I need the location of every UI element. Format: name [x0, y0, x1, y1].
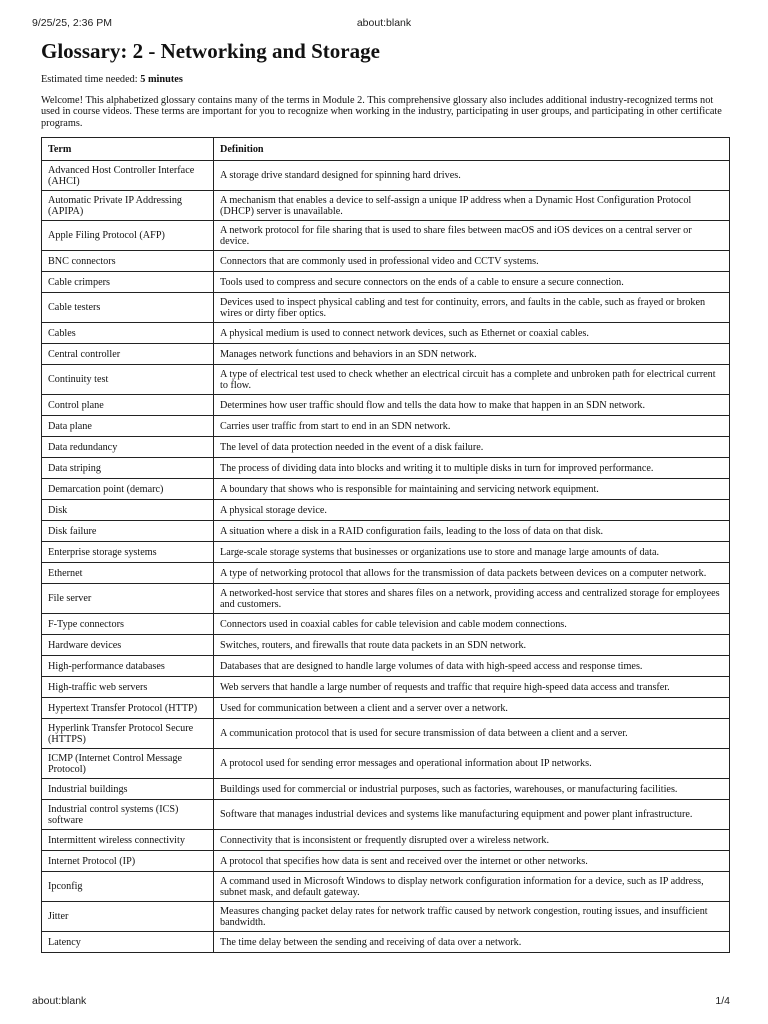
intro-paragraph: Welcome! This alphabetized glossary contains many of the terms in Module 2. This comprehensive glossary also includes additional industry-recognized terms not used in course videos. These terms are important for you to recognize when working in the industry, participating in user groups, and participating in other certificate programs. — [41, 95, 722, 129]
table-row — [42, 458, 730, 479]
page-title: Glossary: 2 - Networking and Storage — [41, 39, 380, 63]
definition-cell: A mechanism that enables a device to self-assign a unique IP address when a Dynamic Host Configuration Protocol (DHCP) server is unavailable. — [214, 191, 730, 221]
definition-cell: Databases that are designed to handle large volumes of data with high-speed access and response times. — [214, 656, 730, 677]
definition-cell: A protocol used for sending error messages and operational information about IP networks. — [214, 749, 730, 779]
table-row — [42, 635, 730, 656]
table-row — [42, 563, 730, 584]
table-row — [42, 542, 730, 563]
term-cell: Hardware devices — [42, 635, 214, 656]
table-row — [42, 323, 730, 344]
table-row — [42, 830, 730, 851]
glossary-table — [41, 137, 730, 953]
term-cell: High-performance databases — [42, 656, 214, 677]
table-row — [42, 902, 730, 932]
term-cell: Enterprise storage systems — [42, 542, 214, 563]
term-cell: Advanced Host Controller Interface (AHCI) — [42, 161, 214, 191]
print-footer-url: about:blank — [32, 995, 87, 1007]
definition-cell: Connectors used in coaxial cables for cable television and cable modem connections. — [214, 614, 730, 635]
definition-cell: Large-scale storage systems that businesses or organizations use to store and manage large amounts of data. — [214, 542, 730, 563]
table-row — [42, 191, 730, 221]
definition-cell: A communication protocol that is used for secure transmission of data between a client and a server. — [214, 719, 730, 749]
table-row — [42, 344, 730, 365]
table-header-row — [42, 138, 730, 161]
term-cell: Industrial buildings — [42, 779, 214, 800]
table-row — [42, 500, 730, 521]
print-footer — [32, 995, 736, 1009]
table-row — [42, 221, 730, 251]
term-cell: File server — [42, 584, 214, 614]
definition-cell: A protocol that specifies how data is sent and received over the internet or other networks. — [214, 851, 730, 872]
table-row — [42, 479, 730, 500]
term-cell: F-Type connectors — [42, 614, 214, 635]
term-cell: Intermittent wireless connectivity — [42, 830, 214, 851]
table-row — [42, 395, 730, 416]
term-cell: Industrial control systems (ICS) software — [42, 800, 214, 830]
table-row — [42, 161, 730, 191]
table-row — [42, 677, 730, 698]
table-row — [42, 365, 730, 395]
definition-cell: A storage drive standard designed for spinning hard drives. — [214, 161, 730, 191]
table-row — [42, 584, 730, 614]
table-row — [42, 416, 730, 437]
term-cell: Jitter — [42, 902, 214, 932]
term-cell: Data plane — [42, 416, 214, 437]
term-cell: Disk failure — [42, 521, 214, 542]
estimated-time-value: 5 minutes — [140, 74, 183, 85]
table-row — [42, 272, 730, 293]
definition-cell: Carries user traffic from start to end in an SDN network. — [214, 416, 730, 437]
term-cell: Cable testers — [42, 293, 214, 323]
table-row — [42, 251, 730, 272]
definition-cell: Switches, routers, and firewalls that route data packets in an SDN network. — [214, 635, 730, 656]
table-row — [42, 698, 730, 719]
definition-cell: A network protocol for file sharing that is used to share files between macOS and iOS devices on a central server or device. — [214, 221, 730, 251]
definition-cell: Determines how user traffic should flow and tells the data how to make that happen in an SDN network. — [214, 395, 730, 416]
term-cell: Data striping — [42, 458, 214, 479]
definition-cell: A type of networking protocol that allows for the transmission of data packets between devices on a computer network. — [214, 563, 730, 584]
term-cell: Automatic Private IP Addressing (APIPA) — [42, 191, 214, 221]
table-row — [42, 779, 730, 800]
print-header — [32, 17, 736, 31]
document-content — [41, 38, 729, 129]
definition-cell: A command used in Microsoft Windows to display network configuration information for a device, such as IP address, subnet mask, and default gateway. — [214, 872, 730, 902]
term-cell: Central controller — [42, 344, 214, 365]
definition-cell: Manages network functions and behaviors in an SDN network. — [214, 344, 730, 365]
table-row — [42, 800, 730, 830]
term-cell: Data redundancy — [42, 437, 214, 458]
definition-cell: Software that manages industrial devices and systems like manufacturing equipment and power plant infrastructure. — [214, 800, 730, 830]
definition-cell: A type of electrical test used to check whether an electrical circuit has a complete and unbroken path for electrical current to flow. — [214, 365, 730, 395]
definition-cell: A networked-host service that stores and shares files on a network, providing access and centralized storage for employees and customers. — [214, 584, 730, 614]
term-cell: Cable crimpers — [42, 272, 214, 293]
term-cell: Disk — [42, 500, 214, 521]
definition-cell: Used for communication between a client and a server over a network. — [214, 698, 730, 719]
term-cell: Ethernet — [42, 563, 214, 584]
table-row — [42, 656, 730, 677]
table-row — [42, 749, 730, 779]
term-cell: Cables — [42, 323, 214, 344]
definition-cell: Buildings used for commercial or industrial purposes, such as factories, warehouses, or manufacturing facilities. — [214, 779, 730, 800]
page-number: 1/4 — [715, 995, 730, 1007]
term-cell: Demarcation point (demarc) — [42, 479, 214, 500]
term-cell: BNC connectors — [42, 251, 214, 272]
table-row — [42, 932, 730, 953]
term-cell: High-traffic web servers — [42, 677, 214, 698]
table-row — [42, 872, 730, 902]
definition-cell: A physical storage device. — [214, 500, 730, 521]
term-column-header: Term — [42, 138, 214, 161]
term-cell: Apple Filing Protocol (AFP) — [42, 221, 214, 251]
definition-cell: Tools used to compress and secure connectors on the ends of a cable to ensure a secure connection. — [214, 272, 730, 293]
estimated-time — [41, 73, 729, 86]
term-cell: ICMP (Internet Control Message Protocol) — [42, 749, 214, 779]
table-row — [42, 851, 730, 872]
definition-cell: Connectors that are commonly used in professional video and CCTV systems. — [214, 251, 730, 272]
term-cell: Continuity test — [42, 365, 214, 395]
definition-cell: A boundary that shows who is responsible for maintaining and servicing network equipment. — [214, 479, 730, 500]
table-row — [42, 719, 730, 749]
definition-column-header: Definition — [214, 138, 730, 161]
definition-cell: A physical medium is used to connect network devices, such as Ethernet or coaxial cables. — [214, 323, 730, 344]
table-row — [42, 521, 730, 542]
definition-cell: Web servers that handle a large number of requests and traffic that require high-speed data access and transfer. — [214, 677, 730, 698]
table-row — [42, 293, 730, 323]
table-row — [42, 614, 730, 635]
definition-cell: Connectivity that is inconsistent or frequently disrupted over a wireless network. — [214, 830, 730, 851]
table-row — [42, 437, 730, 458]
definition-cell: The process of dividing data into blocks and writing it to multiple disks in turn for improved performance. — [214, 458, 730, 479]
definition-cell: The level of data protection needed in the event of a disk failure. — [214, 437, 730, 458]
definition-cell: A situation where a disk in a RAID configuration fails, leading to the loss of data on that disk. — [214, 521, 730, 542]
definition-cell: The time delay between the sending and receiving of data over a network. — [214, 932, 730, 953]
estimated-time-label: Estimated time needed: — [41, 74, 138, 85]
term-cell: Ipconfig — [42, 872, 214, 902]
definition-cell: Devices used to inspect physical cabling and test for continuity, errors, and faults in the cable, such as frayed or broken wires or dirty fiber optics. — [214, 293, 730, 323]
print-header-url: about:blank — [356, 17, 412, 29]
term-cell: Hyperlink Transfer Protocol Secure (HTTPS) — [42, 719, 214, 749]
print-datetime: 9/25/25, 2:36 PM — [32, 17, 112, 29]
term-cell: Latency — [42, 932, 214, 953]
term-cell: Internet Protocol (IP) — [42, 851, 214, 872]
glossary-rows — [42, 161, 730, 953]
term-cell: Hypertext Transfer Protocol (HTTP) — [42, 698, 214, 719]
term-cell: Control plane — [42, 395, 214, 416]
definition-cell: Measures changing packet delay rates for network traffic caused by network congestion, routing issues, and insufficient bandwidth. — [214, 902, 730, 932]
